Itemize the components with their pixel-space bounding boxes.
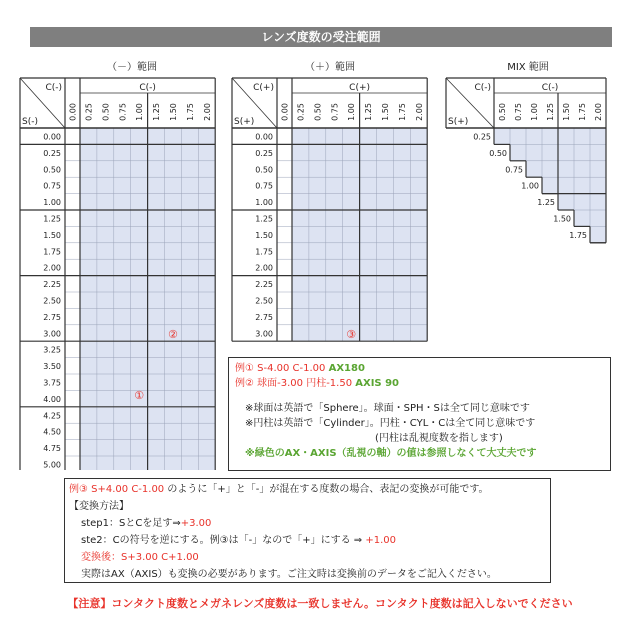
example-1-axis: AX180 — [328, 363, 365, 374]
group-label: C(+) — [349, 83, 371, 93]
row-label: 1.00 — [521, 181, 539, 191]
note-sphere: ※球面は英語で「Sphere」。球面・SPH・Sは全て同じ意味です — [245, 403, 530, 414]
row-label: 0.50 — [489, 148, 507, 158]
corner-top-label: C(-) — [474, 83, 491, 93]
row-label: 1.00 — [255, 198, 273, 208]
col-label: 1.00 — [347, 103, 357, 121]
row-label: 1.25 — [255, 214, 273, 224]
row-label: 1.25 — [43, 214, 61, 224]
row-label: 4.50 — [43, 427, 61, 437]
row-label: 1.75 — [569, 230, 587, 240]
row-label: 1.75 — [43, 247, 61, 257]
example-3: 例③ S+4.00 C-1.00 — [69, 484, 165, 495]
step2: ste2：Cの符号を逆にする。例③は「-」なので「+」にする ⇒ — [81, 535, 366, 546]
example-2-axis: AXIS 90 — [355, 378, 400, 389]
group-label: C(-) — [139, 83, 156, 93]
col-label: 1.25 — [364, 103, 374, 121]
marker-2: ② — [168, 328, 178, 341]
corner-top-label: C(+) — [253, 83, 274, 93]
col-label: 1.50 — [168, 103, 178, 121]
row-label: 0.75 — [43, 181, 61, 191]
col-label-zero: 0.00 — [68, 103, 78, 121]
corner-top-label: C(-) — [45, 83, 62, 93]
plus-section-title: （＋）範囲 — [305, 62, 355, 73]
group-label: C(-) — [541, 83, 559, 93]
col-label: 1.25 — [546, 103, 555, 121]
examples-box — [228, 357, 611, 471]
col-label: 1.25 — [152, 103, 162, 121]
note-cylinder: ※円柱は英語で「Cylinder」。円柱・CYL・Cは全て同じ意味です — [245, 418, 536, 429]
row-label: 1.25 — [537, 198, 555, 208]
row-label: 0.25 — [43, 148, 61, 158]
col-label: 0.50 — [498, 103, 507, 121]
row-label: 2.75 — [255, 312, 273, 322]
row-label: 2.75 — [43, 312, 61, 322]
row-label: 2.25 — [255, 280, 273, 290]
col-label: 2.00 — [594, 103, 603, 121]
row-label: 0.25 — [473, 132, 491, 142]
col-label: 0.75 — [118, 103, 128, 121]
note-cylinder-sub: (円柱は乱視度数を指します) — [375, 433, 503, 444]
col-label: 2.00 — [414, 103, 424, 121]
row-label: 2.00 — [255, 263, 273, 273]
col-label: 2.00 — [202, 103, 212, 121]
row-label: 4.25 — [43, 411, 61, 421]
row-label: 1.75 — [255, 247, 273, 257]
example-1: 例① S-4.00 C-1.00 — [235, 363, 329, 374]
marker-1: ① — [134, 389, 145, 402]
row-label: 0.00 — [255, 132, 273, 142]
example-3-text: のように「+」と「-」が混在する度数の場合、表記の変換が可能です。 — [164, 484, 489, 495]
range-fill — [526, 161, 606, 177]
row-label: 1.00 — [43, 198, 61, 208]
col-label: 0.50 — [101, 103, 111, 121]
row-label: 1.50 — [553, 214, 571, 224]
mix-section-title: MIX 範囲 — [507, 62, 549, 73]
corner-bottom-label: S(-) — [22, 117, 38, 127]
col-label: 0.25 — [296, 103, 306, 121]
row-label: 0.50 — [255, 165, 273, 175]
col-label: 1.00 — [530, 103, 539, 121]
step1-value: +3.00 — [180, 518, 212, 529]
method-heading: 【変換方法】 — [69, 501, 129, 512]
row-label: 2.25 — [43, 280, 61, 290]
range-fill — [494, 128, 606, 144]
row-label: 0.75 — [255, 181, 273, 191]
row-label: 0.00 — [43, 132, 61, 142]
col-label: 0.50 — [313, 103, 323, 121]
row-label: 3.50 — [43, 362, 61, 372]
example-2: 例② 球面-3.00 円柱-1.50 — [235, 378, 356, 389]
col-label: 0.75 — [330, 103, 340, 121]
row-label: 5.00 — [43, 460, 61, 470]
conversion-box — [64, 478, 551, 583]
row-label: 2.50 — [255, 296, 273, 306]
col-label: 0.25 — [84, 103, 94, 121]
col-label-zero: 0.00 — [280, 103, 290, 121]
row-label: 1.50 — [255, 230, 273, 240]
col-label: 1.75 — [397, 103, 407, 121]
warning-note: 【注意】コンタクト度数とメガネレンズ度数は一致しません。コンタクト度数は記入しないでください — [67, 597, 573, 610]
corner-bottom-label: S(+) — [448, 117, 469, 127]
row-label: 1.50 — [43, 230, 61, 240]
row-label: 3.00 — [255, 329, 273, 339]
row-label: 0.50 — [43, 165, 61, 175]
axis-note: 実際はAX（AXIS）も変換の必要があります。ご注文時は変換前のデータをご記入ください。 — [81, 569, 497, 580]
row-label: 0.75 — [505, 165, 523, 175]
row-label: 2.50 — [43, 296, 61, 306]
range-fill — [590, 226, 606, 242]
row-label: 0.25 — [255, 148, 273, 158]
col-label: 1.75 — [185, 103, 195, 121]
row-label: 3.75 — [43, 378, 61, 388]
note-axis: ※緑色のAX・AXIS（乱視の軸）の値は参照しなくて大丈夫です — [245, 448, 537, 459]
step2-value: +1.00 — [365, 535, 396, 546]
row-label: 2.00 — [43, 263, 61, 273]
converted-result: 変換後：S+3.00 C+1.00 — [81, 552, 199, 563]
col-label: 1.00 — [135, 103, 145, 121]
range-fill — [558, 194, 606, 210]
row-label: 4.75 — [43, 444, 61, 454]
col-label: 1.50 — [380, 103, 390, 121]
minus-section-title: （－）範囲 — [107, 62, 157, 73]
col-label: 1.50 — [562, 103, 571, 121]
step1: step1：SとCを足す⇒ — [81, 518, 181, 529]
row-label: 3.00 — [43, 329, 61, 339]
col-label: 1.75 — [578, 103, 587, 121]
marker-3: ③ — [346, 328, 357, 341]
corner-bottom-label: S(+) — [234, 117, 255, 127]
row-label: 3.25 — [43, 345, 61, 355]
col-label: 0.75 — [514, 103, 523, 121]
row-label: 4.00 — [43, 394, 61, 404]
page-title: レンズ度数の受注範囲 — [30, 27, 612, 47]
